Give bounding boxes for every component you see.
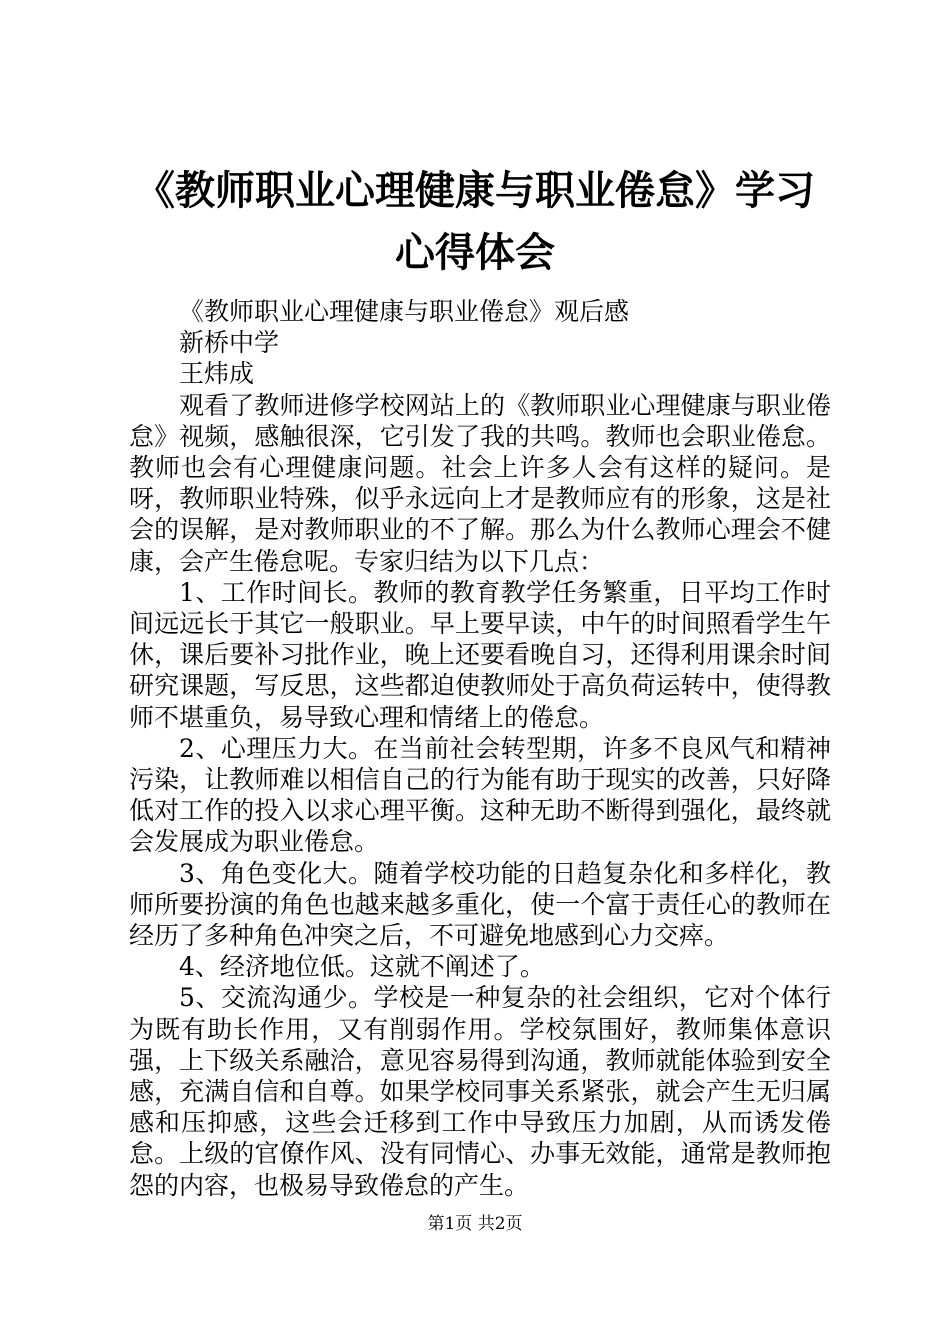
- paragraph-intro: 观看了教师进修学校网站上的《教师职业心理健康与职业倦怠》视频，感触很深，它引发了我的共鸣。教师也会职业倦怠。教师也会有心理健康问题。社会上许多人会有这样的疑问。是呀，教师职业特殊，似乎永远向上才是教师应有的形象，这是社会的误解，是对教师职业的不了解。那么为什么教师心理会不健康，会产生倦怠呢。专家归结为以下几点：: [129, 390, 831, 576]
- document-title: 《教师职业心理健康与职业倦怠》学习心得体会: [135, 168, 815, 276]
- page-number-footer: 第1页 共2页: [427, 1214, 523, 1234]
- author-name: 王炜成: [179, 359, 255, 389]
- document-body: [129, 296, 831, 1201]
- paragraph-point-1: 1、工作时间长。教师的教育教学任务繁重，日平均工作时间远远长于其它一般职业。早上要早读，中午的时间照看学生午休，课后要补习批作业，晚上还要看晚自习，还得利用课余时间研究课题，写反思，这些都迫使教师处于高负荷运转中，使得教师不堪重负，易导致心理和情绪上的倦怠。: [129, 577, 831, 732]
- paragraph-point-4: 4、经济地位低。这就不阐述了。: [179, 952, 545, 982]
- school-name: 新桥中学: [179, 328, 280, 358]
- paragraph-point-3: 3、角色变化大。随着学校功能的日趋复杂化和多样化，教师所要扮演的角色也越来越多重化，使一个富于责任心的教师在经历了多种角色冲突之后，不可避免地感到心力交瘁。: [129, 858, 831, 951]
- document-subtitle: 《教师职业心理健康与职业倦怠》观后感: [179, 297, 630, 326]
- paragraph-point-2: 2、心理压力大。在当前社会转型期，许多不良风气和精神污染，让教师难以相信自己的行为能有助于现实的改善，只好降低对工作的投入以求心理平衡。这种无助不断得到强化，最终就会发展成为职业倦怠。: [129, 733, 831, 857]
- paragraph-point-5: 5、交流沟通少。学校是一种复杂的社会组织，它对个体行为既有助长作用，又有削弱作用。学校氛围好，教师集体意识强，上下级关系融洽，意见容易得到沟通，教师就能体验到安全感，充满自信和自尊。如果学校同事关系紧张，就会产生无归属感和压抑感，这些会迁移到工作中导致压力加剧，从而诱发倦怠。上级的官僚作风、没有同情心、办事无效能，通常是教师抱怨的内容，也极易导致倦怠的产生。: [129, 983, 831, 1200]
